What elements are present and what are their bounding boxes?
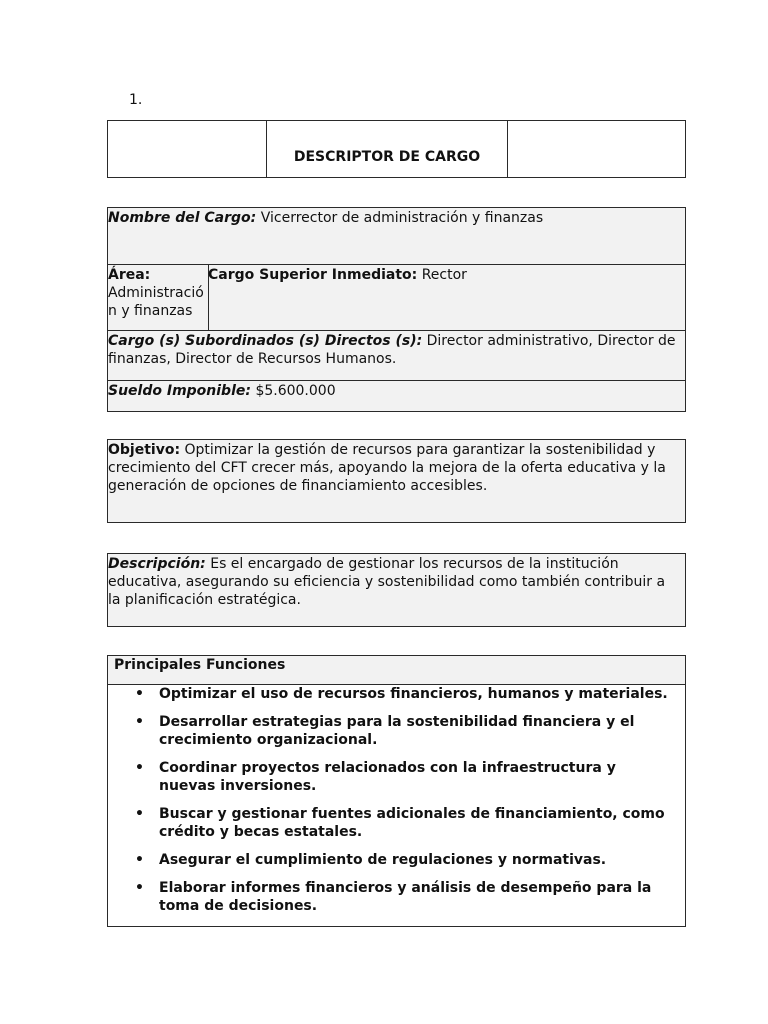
list-item xyxy=(108,805,685,841)
document-title: DESCRIPTOR DE CARGO xyxy=(267,121,508,177)
header-table xyxy=(107,120,686,178)
area-cell xyxy=(108,265,209,331)
funcion-text: Desarrollar estrategias para la sostenibilidad financiera y el crecimiento organizacional. xyxy=(159,714,635,748)
list-item xyxy=(108,685,685,703)
list-number: 1. xyxy=(129,92,143,108)
row-nombre-cargo xyxy=(108,208,685,265)
area-label: Área: xyxy=(108,267,151,283)
superior-label: Cargo Superior Inmediato: xyxy=(208,267,418,283)
row-area xyxy=(108,265,685,331)
subordinados-label: Cargo (s) Subordinados (s) Directos (s): xyxy=(108,333,423,349)
funcion-text: Asegurar el cumplimiento de regulaciones y normativas. xyxy=(159,852,607,868)
list-item xyxy=(108,713,685,749)
objetivo-label: Objetivo: xyxy=(108,442,181,458)
header-logo-cell xyxy=(108,121,267,177)
bullet-icon: • xyxy=(135,714,144,730)
bullet-icon: • xyxy=(135,760,144,776)
superior-value: Rector xyxy=(421,267,467,283)
funciones-list xyxy=(108,685,685,915)
funcion-text: Coordinar proyectos relacionados con la infraestructura y nuevas inversiones. xyxy=(159,760,616,794)
subordinados-value: Director administrativo, Director de finanzas, Director de Recursos Humanos. xyxy=(108,333,676,367)
info-table xyxy=(107,207,686,412)
bullet-icon: • xyxy=(135,880,144,896)
bullet-icon: • xyxy=(135,852,144,868)
header-right-cell xyxy=(508,121,685,177)
row-subordinados xyxy=(108,331,685,381)
row-sueldo xyxy=(108,381,685,412)
list-item xyxy=(108,759,685,795)
descripcion-box xyxy=(107,553,686,627)
list-item xyxy=(108,851,685,869)
sueldo-value: $5.600.000 xyxy=(255,383,336,399)
descripcion-text: Es el encargado de gestionar los recursos de la institución educativa, asegurando su eficiencia y sostenibilidad como también contribuir a la planificación estratégica. xyxy=(108,556,666,608)
bullet-icon: • xyxy=(135,686,144,702)
nombre-cargo-value: Vicerrector de administración y finanzas xyxy=(260,210,544,226)
descripcion-label: Descripción: xyxy=(108,556,206,572)
funcion-text: Optimizar el uso de recursos financieros, humanos y materiales. xyxy=(159,686,668,702)
funcion-text: Buscar y gestionar fuentes adicionales de financiamiento, como crédito y becas estatales. xyxy=(159,806,665,840)
bullet-icon: • xyxy=(135,806,144,822)
objetivo-text: Optimizar la gestión de recursos para garantizar la sostenibilidad y crecimiento del CFT crecer más, apoyando la mejora de la oferta educativa y la generación de opciones de financiamiento accesibles. xyxy=(108,442,666,494)
list-item xyxy=(108,879,685,915)
superior-cell xyxy=(208,265,685,331)
funciones-table xyxy=(107,655,686,927)
funciones-title: Principales Funciones xyxy=(108,656,685,685)
nombre-cargo-label: Nombre del Cargo: xyxy=(108,210,257,226)
area-value: Administración y finanzas xyxy=(108,285,204,319)
funcion-text: Elaborar informes financieros y análisis de desempeño para la toma de decisiones. xyxy=(159,880,652,914)
objetivo-box xyxy=(107,439,686,523)
sueldo-label: Sueldo Imponible: xyxy=(108,383,251,399)
